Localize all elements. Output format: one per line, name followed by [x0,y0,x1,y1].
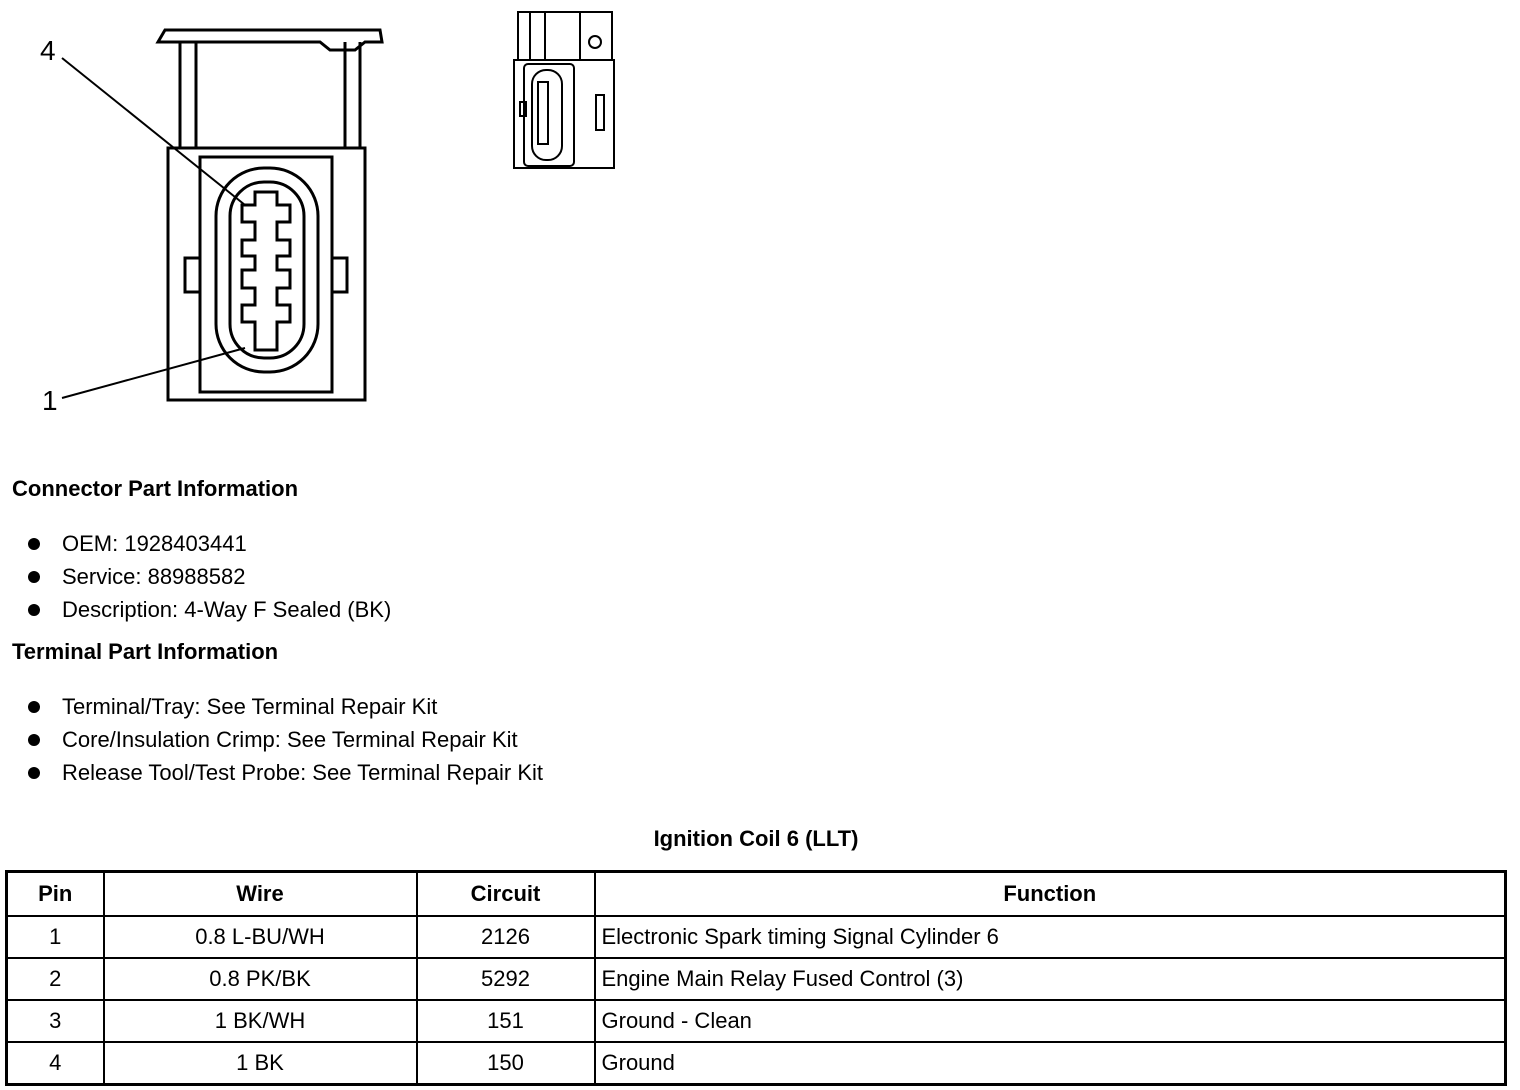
table-header-row [7,872,1506,917]
connector-info-heading: Connector Part Information [12,476,299,501]
list-item-text: Release Tool/Test Probe: See Terminal Repair Kit [62,760,543,785]
column-header-wire: Wire [104,872,417,917]
cell-pin: 3 [7,1000,104,1042]
list-item [28,593,391,626]
terminal-info-list [28,690,543,789]
list-item-text: OEM: 1928403441 [62,531,247,556]
column-header-function: Function [595,872,1506,917]
pin-label-4: 4 [40,35,56,66]
pin-label-1: 1 [42,385,58,416]
table-row [7,1000,1506,1042]
table-row [7,916,1506,958]
bullet-icon [28,571,40,583]
cell-circuit: 2126 [417,916,595,958]
connector-latch [158,30,382,50]
list-item [28,690,543,723]
connector-thumbnail [514,12,614,168]
cell-wire: 1 BK [104,1042,417,1085]
cell-pin: 4 [7,1042,104,1085]
bullet-icon [28,734,40,746]
list-item-text: Terminal/Tray: See Terminal Repair Kit [62,694,438,719]
list-item-text: Description: 4-Way F Sealed (BK) [62,597,392,622]
cell-pin: 1 [7,916,104,958]
cell-circuit: 150 [417,1042,595,1085]
terminal-info-heading: Terminal Part Information [12,639,279,664]
list-item [28,560,391,593]
cell-wire: 0.8 PK/BK [104,958,417,1000]
list-item-text: Core/Insulation Crimp: See Terminal Repair Kit [62,727,518,752]
cell-pin: 2 [7,958,104,1000]
bullet-icon [28,538,40,550]
terminal-cavities [242,192,290,350]
list-item [28,756,543,789]
list-item [28,723,543,756]
bullet-icon [28,701,40,713]
cell-circuit: 151 [417,1000,595,1042]
cell-wire: 0.8 L-BU/WH [104,916,417,958]
table-row [7,958,1506,1000]
connector-diagram [0,0,700,440]
cell-function: Ground - Clean [595,1000,1506,1042]
list-item [28,527,391,560]
connector-body [168,148,365,400]
cell-circuit: 5292 [417,958,595,1000]
cell-function: Electronic Spark timing Signal Cylinder 6 [595,916,1506,958]
table-title: Ignition Coil 6 (LLT) [653,826,859,851]
cell-wire: 1 BK/WH [104,1000,417,1042]
connector-info-list [28,527,391,626]
table-row [7,1042,1506,1085]
list-item-text: Service: 88988582 [62,564,246,589]
bullet-icon [28,767,40,779]
bullet-icon [28,604,40,616]
column-header-circuit: Circuit [417,872,595,917]
cell-function: Engine Main Relay Fused Control (3) [595,958,1506,1000]
pinout-table [5,870,1507,1086]
cell-function: Ground [595,1042,1506,1085]
column-header-pin: Pin [7,872,104,917]
